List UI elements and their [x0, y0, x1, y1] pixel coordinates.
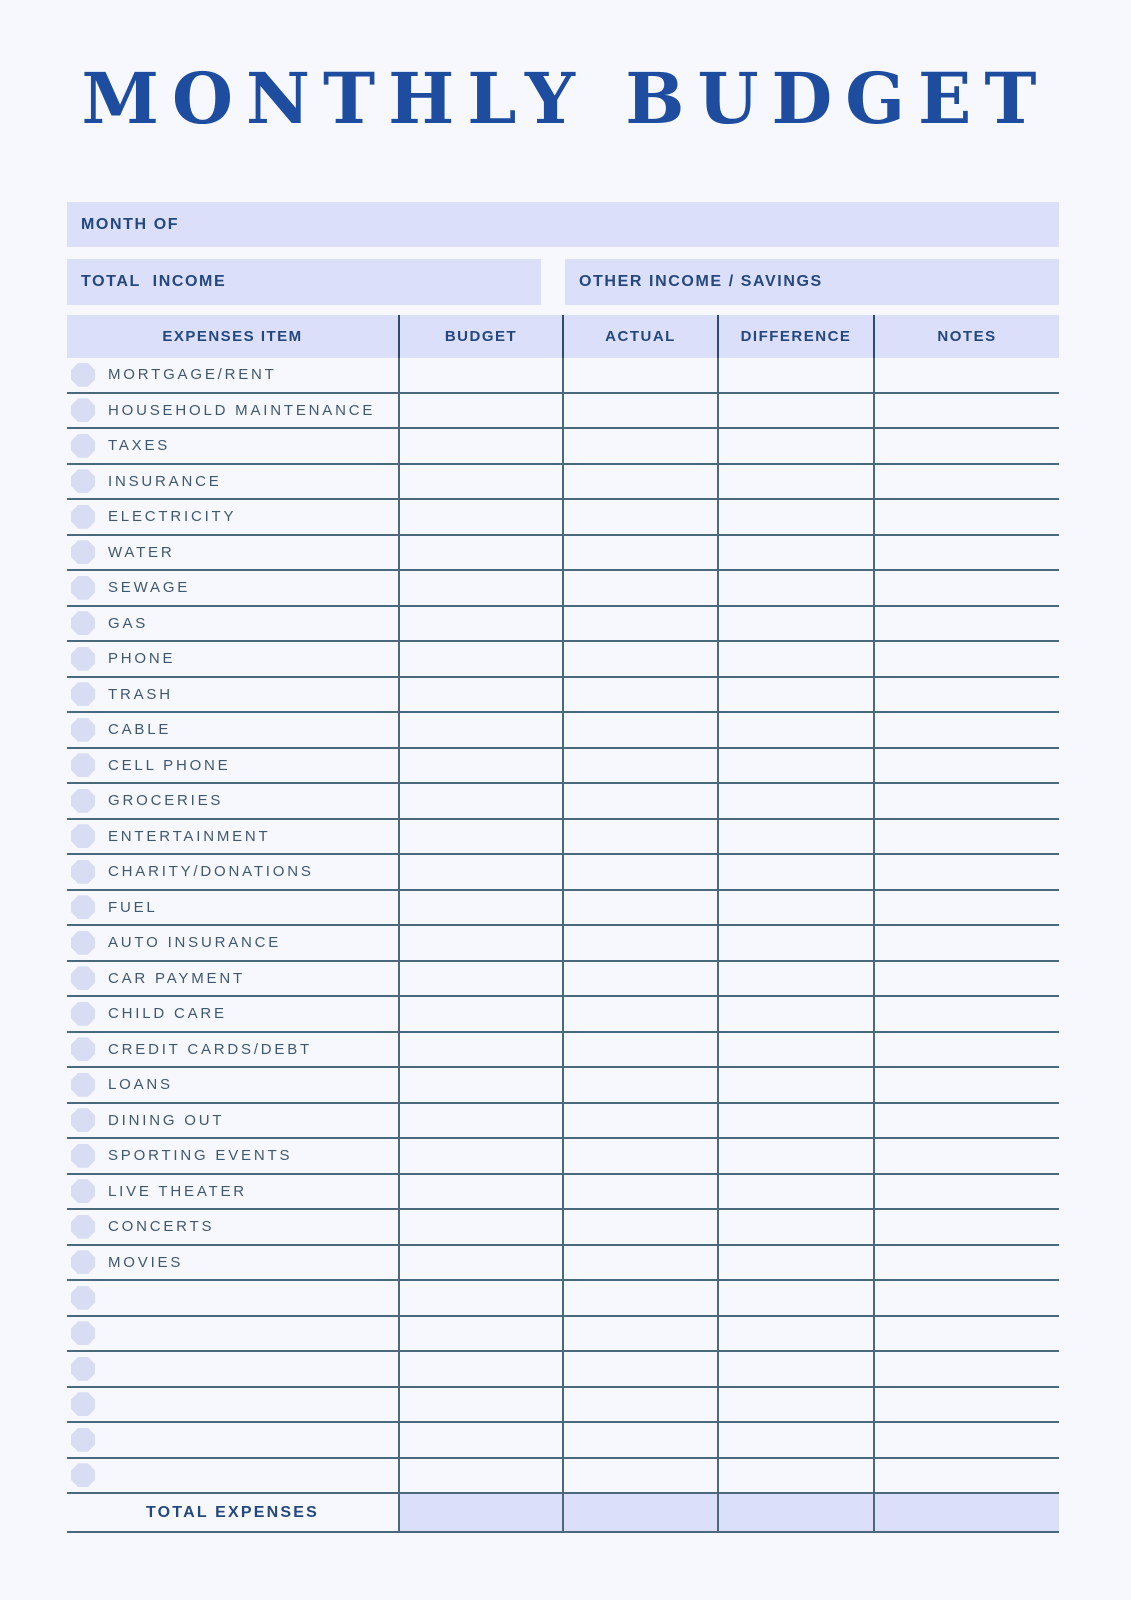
notes-cell[interactable]	[875, 713, 1059, 747]
table-row	[67, 1281, 1059, 1317]
expense-item-label: FUEL	[108, 898, 158, 916]
notes-cell[interactable]	[875, 855, 1059, 889]
bullet-icon	[71, 1215, 95, 1239]
table-row	[67, 1459, 1059, 1495]
expense-item-cell[interactable]	[67, 1068, 400, 1102]
difference-cell[interactable]	[719, 1104, 875, 1138]
expense-item-label: TRASH	[108, 685, 173, 703]
bullet-icon	[71, 505, 95, 529]
notes-cell[interactable]	[875, 891, 1059, 925]
actual-cell[interactable]	[564, 1033, 719, 1067]
bullet-icon	[71, 1144, 95, 1168]
budget-cell[interactable]	[400, 997, 564, 1031]
difference-cell[interactable]	[719, 678, 875, 712]
bullet-icon	[71, 860, 95, 884]
budget-cell[interactable]	[400, 1423, 564, 1457]
actual-cell[interactable]	[564, 1246, 719, 1280]
notes-cell[interactable]	[875, 1246, 1059, 1280]
notes-cell[interactable]	[875, 678, 1059, 712]
difference-cell[interactable]	[719, 1246, 875, 1280]
bullet-icon	[71, 1073, 95, 1097]
table-row	[67, 855, 1059, 891]
difference-cell[interactable]	[719, 1139, 875, 1173]
total-income-label: TOTAL INCOME	[81, 273, 227, 290]
table-row	[67, 465, 1059, 501]
header-actual: ACTUAL	[564, 315, 719, 358]
expense-item-label: GROCERIES	[108, 792, 224, 810]
bullet-icon	[71, 718, 95, 742]
difference-cell[interactable]	[719, 926, 875, 960]
table-row	[67, 536, 1059, 572]
table-row	[67, 713, 1059, 749]
notes-cell[interactable]	[875, 1104, 1059, 1138]
notes-cell[interactable]	[875, 1175, 1059, 1209]
expense-item-label: ENTERTAINMENT	[108, 827, 271, 845]
table-row	[67, 429, 1059, 465]
notes-cell[interactable]	[875, 642, 1059, 676]
difference-cell[interactable]	[719, 1317, 875, 1351]
notes-cell[interactable]	[875, 1033, 1059, 1067]
bullet-icon	[71, 824, 95, 848]
bullet-icon	[71, 363, 95, 387]
bullet-icon	[71, 895, 95, 919]
actual-cell[interactable]	[564, 997, 719, 1031]
expense-item-cell[interactable]	[67, 1352, 400, 1386]
budget-cell[interactable]	[400, 820, 564, 854]
actual-cell[interactable]	[564, 607, 719, 641]
expense-item-label: INSURANCE	[108, 472, 222, 490]
difference-cell[interactable]	[719, 1388, 875, 1422]
expense-item-cell[interactable]	[67, 571, 400, 605]
expense-item-cell[interactable]	[67, 926, 400, 960]
difference-cell[interactable]	[719, 891, 875, 925]
expense-item-cell[interactable]	[67, 713, 400, 747]
actual-cell[interactable]	[564, 536, 719, 570]
bullet-icon	[71, 753, 95, 777]
expense-item-cell[interactable]	[67, 997, 400, 1031]
expense-item-cell[interactable]	[67, 394, 400, 428]
budget-cell[interactable]	[400, 962, 564, 996]
table-row	[67, 1246, 1059, 1282]
budget-cell[interactable]	[400, 607, 564, 641]
table-row	[67, 1317, 1059, 1353]
actual-cell[interactable]	[564, 749, 719, 783]
expense-item-cell[interactable]	[67, 1281, 400, 1315]
budget-cell[interactable]	[400, 1033, 564, 1067]
actual-cell[interactable]	[564, 926, 719, 960]
bullet-icon	[71, 966, 95, 990]
expenses-table	[67, 315, 1059, 1533]
notes-cell[interactable]	[875, 394, 1059, 428]
actual-cell[interactable]	[564, 1388, 719, 1422]
bullet-icon	[71, 1392, 95, 1416]
table-header-row	[67, 315, 1059, 358]
bullet-icon	[71, 1321, 95, 1345]
difference-cell[interactable]	[719, 713, 875, 747]
table-row	[67, 1175, 1059, 1211]
expense-item-label: DINING OUT	[108, 1111, 225, 1129]
budget-cell[interactable]	[400, 465, 564, 499]
expense-item-cell[interactable]	[67, 891, 400, 925]
bullet-icon	[71, 789, 95, 813]
notes-cell[interactable]	[875, 607, 1059, 641]
actual-cell[interactable]	[564, 1317, 719, 1351]
expense-item-cell[interactable]	[67, 678, 400, 712]
expense-item-cell[interactable]	[67, 1033, 400, 1067]
budget-cell[interactable]	[400, 1388, 564, 1422]
table-row	[67, 394, 1059, 430]
expense-item-label: PHONE	[108, 650, 176, 668]
difference-cell[interactable]	[719, 1068, 875, 1102]
actual-cell[interactable]	[564, 1175, 719, 1209]
budget-cell[interactable]	[400, 571, 564, 605]
expense-item-label: HOUSEHOLD MAINTENANCE	[108, 401, 376, 419]
actual-cell[interactable]	[564, 642, 719, 676]
actual-cell[interactable]	[564, 1068, 719, 1102]
bullet-icon	[71, 1037, 95, 1061]
actual-cell[interactable]	[564, 1423, 719, 1457]
budget-cell[interactable]	[400, 358, 564, 392]
actual-cell[interactable]	[564, 358, 719, 392]
difference-cell[interactable]	[719, 429, 875, 463]
difference-cell[interactable]	[719, 997, 875, 1031]
actual-cell[interactable]	[564, 1352, 719, 1386]
difference-cell[interactable]	[719, 749, 875, 783]
difference-cell[interactable]	[719, 642, 875, 676]
total-actual-cell[interactable]	[564, 1494, 719, 1531]
expense-item-label: CELL PHONE	[108, 756, 231, 774]
difference-cell[interactable]	[719, 1210, 875, 1244]
total-expenses-row	[67, 1494, 1059, 1533]
notes-cell[interactable]	[875, 1281, 1059, 1315]
month-of-label: MONTH OF	[81, 215, 180, 233]
notes-cell[interactable]	[875, 1210, 1059, 1244]
budget-cell[interactable]	[400, 1317, 564, 1351]
expense-item-label: SPORTING EVENTS	[108, 1147, 293, 1165]
expense-item-cell[interactable]	[67, 1459, 400, 1493]
table-row	[67, 1104, 1059, 1140]
table-row	[67, 1068, 1059, 1104]
expense-item-cell[interactable]	[67, 749, 400, 783]
difference-cell[interactable]	[719, 1459, 875, 1493]
expense-item-cell[interactable]	[67, 820, 400, 854]
notes-cell[interactable]	[875, 465, 1059, 499]
budget-cell[interactable]	[400, 1104, 564, 1138]
header-notes: NOTES	[937, 328, 997, 345]
difference-cell[interactable]	[719, 962, 875, 996]
other-income-savings-field[interactable]	[565, 259, 1059, 305]
bullet-icon	[71, 611, 95, 635]
actual-cell[interactable]	[564, 394, 719, 428]
notes-cell[interactable]	[875, 820, 1059, 854]
bullet-icon	[71, 434, 95, 458]
budget-cell[interactable]	[400, 1210, 564, 1244]
budget-cell[interactable]	[400, 926, 564, 960]
actual-cell[interactable]	[564, 429, 719, 463]
expense-item-label: CHARITY/DONATIONS	[108, 863, 314, 881]
difference-cell[interactable]	[719, 358, 875, 392]
notes-cell[interactable]	[875, 1388, 1059, 1422]
expense-item-label: WATER	[108, 543, 175, 561]
table-row	[67, 997, 1059, 1033]
budget-cell[interactable]	[400, 749, 564, 783]
table-row	[67, 1033, 1059, 1069]
expense-item-label: LIVE THEATER	[108, 1182, 247, 1200]
budget-cell[interactable]	[400, 642, 564, 676]
notes-cell[interactable]	[875, 962, 1059, 996]
bullet-icon	[71, 398, 95, 422]
expense-item-cell[interactable]	[67, 962, 400, 996]
bullet-icon	[71, 1108, 95, 1132]
bullet-icon	[71, 540, 95, 564]
budget-cell[interactable]	[400, 1352, 564, 1386]
table-row	[67, 571, 1059, 607]
actual-cell[interactable]	[564, 678, 719, 712]
expense-item-label: MORTGAGE/RENT	[108, 366, 277, 384]
notes-cell[interactable]	[875, 749, 1059, 783]
expense-item-cell[interactable]	[67, 1210, 400, 1244]
budget-cell[interactable]	[400, 1139, 564, 1173]
difference-cell[interactable]	[719, 784, 875, 818]
expense-item-cell[interactable]	[67, 1317, 400, 1351]
budget-cell[interactable]	[400, 429, 564, 463]
actual-cell[interactable]	[564, 820, 719, 854]
budget-cell[interactable]	[400, 1068, 564, 1102]
table-row	[67, 891, 1059, 927]
total-budget-cell[interactable]	[400, 1494, 564, 1531]
expense-rows	[67, 358, 1059, 1494]
table-row	[67, 1352, 1059, 1388]
difference-cell[interactable]	[719, 1281, 875, 1315]
expense-item-cell[interactable]	[67, 607, 400, 641]
expense-item-cell[interactable]	[67, 1104, 400, 1138]
table-row	[67, 962, 1059, 998]
actual-cell[interactable]	[564, 962, 719, 996]
budget-cell[interactable]	[400, 784, 564, 818]
expense-item-label: AUTO INSURANCE	[108, 934, 282, 952]
total-expenses-label: TOTAL EXPENSES	[67, 1494, 400, 1531]
actual-cell[interactable]	[564, 1210, 719, 1244]
table-row	[67, 820, 1059, 856]
bullet-icon	[71, 1286, 95, 1310]
notes-cell[interactable]	[875, 1139, 1059, 1173]
difference-cell[interactable]	[719, 1175, 875, 1209]
expense-item-cell[interactable]	[67, 1139, 400, 1173]
notes-cell[interactable]	[875, 429, 1059, 463]
bullet-icon	[71, 576, 95, 600]
actual-cell[interactable]	[564, 1139, 719, 1173]
budget-cell[interactable]	[400, 855, 564, 889]
table-row	[67, 500, 1059, 536]
header-expenses-item: EXPENSES ITEM	[67, 315, 400, 358]
table-row	[67, 1210, 1059, 1246]
notes-cell[interactable]	[875, 571, 1059, 605]
notes-cell[interactable]	[875, 1317, 1059, 1351]
expense-item-cell[interactable]	[67, 429, 400, 463]
difference-cell[interactable]	[719, 571, 875, 605]
actual-cell[interactable]	[564, 465, 719, 499]
bullet-icon	[71, 1179, 95, 1203]
difference-cell[interactable]	[719, 820, 875, 854]
bullet-icon	[71, 1463, 95, 1487]
budget-cell[interactable]	[400, 678, 564, 712]
notes-cell[interactable]	[875, 926, 1059, 960]
bullet-icon	[71, 931, 95, 955]
bullet-icon	[71, 647, 95, 671]
expense-item-label: MOVIES	[108, 1253, 184, 1271]
difference-cell[interactable]	[719, 536, 875, 570]
expense-item-label: ELECTRICITY	[108, 508, 237, 526]
expense-item-cell[interactable]	[67, 358, 400, 392]
budget-cell[interactable]	[400, 1459, 564, 1493]
expense-item-cell[interactable]	[67, 1175, 400, 1209]
table-row	[67, 749, 1059, 785]
table-row	[67, 358, 1059, 394]
expense-item-label: SEWAGE	[108, 579, 191, 597]
bullet-icon	[71, 682, 95, 706]
notes-cell[interactable]	[875, 784, 1059, 818]
header-budget: BUDGET	[400, 315, 564, 358]
actual-cell[interactable]	[564, 500, 719, 534]
bullet-icon	[71, 1002, 95, 1026]
expense-item-label: TAXES	[108, 437, 171, 455]
budget-cell[interactable]	[400, 1281, 564, 1315]
bullet-icon	[71, 1428, 95, 1452]
expense-item-label: CHILD CARE	[108, 1005, 227, 1023]
table-row	[67, 642, 1059, 678]
table-row	[67, 1139, 1059, 1175]
total-notes-cell[interactable]	[875, 1494, 1059, 1531]
budget-cell[interactable]	[400, 713, 564, 747]
table-row	[67, 1423, 1059, 1459]
notes-cell[interactable]	[875, 500, 1059, 534]
actual-cell[interactable]	[564, 855, 719, 889]
bullet-icon	[71, 1250, 95, 1274]
notes-cell[interactable]	[875, 1068, 1059, 1102]
notes-cell[interactable]	[875, 1352, 1059, 1386]
table-row	[67, 678, 1059, 714]
expense-item-cell[interactable]	[67, 855, 400, 889]
difference-cell[interactable]	[719, 1033, 875, 1067]
expense-item-cell[interactable]	[67, 1388, 400, 1422]
total-difference-cell[interactable]	[719, 1494, 875, 1531]
expense-item-cell[interactable]	[67, 642, 400, 676]
expense-item-cell[interactable]	[67, 784, 400, 818]
table-row	[67, 784, 1059, 820]
notes-cell[interactable]	[875, 358, 1059, 392]
expense-item-cell[interactable]	[67, 500, 400, 534]
actual-cell[interactable]	[564, 1104, 719, 1138]
actual-cell[interactable]	[564, 571, 719, 605]
expense-item-cell[interactable]	[67, 536, 400, 570]
actual-cell[interactable]	[564, 713, 719, 747]
table-row	[67, 607, 1059, 643]
notes-cell[interactable]	[875, 1459, 1059, 1493]
difference-cell[interactable]	[719, 500, 875, 534]
header-difference: DIFFERENCE	[719, 315, 875, 358]
difference-cell[interactable]	[719, 1352, 875, 1386]
expense-item-cell[interactable]	[67, 1423, 400, 1457]
budget-cell[interactable]	[400, 1175, 564, 1209]
expense-item-label: CONCERTS	[108, 1218, 215, 1236]
expense-item-label: CAR PAYMENT	[108, 969, 245, 987]
budget-cell[interactable]	[400, 500, 564, 534]
budget-cell[interactable]	[400, 394, 564, 428]
actual-cell[interactable]	[564, 784, 719, 818]
expense-item-label: CREDIT CARDS/DEBT	[108, 1040, 313, 1058]
bullet-icon	[71, 1357, 95, 1381]
difference-cell[interactable]	[719, 465, 875, 499]
expense-item-cell[interactable]	[67, 1246, 400, 1280]
difference-cell[interactable]	[719, 394, 875, 428]
notes-cell[interactable]	[875, 997, 1059, 1031]
notes-cell[interactable]	[875, 536, 1059, 570]
total-income-field[interactable]	[67, 259, 541, 305]
budget-cell[interactable]	[400, 1246, 564, 1280]
month-of-field[interactable]	[67, 202, 1059, 247]
expense-item-label: CABLE	[108, 721, 172, 739]
table-row	[67, 926, 1059, 962]
actual-cell[interactable]	[564, 1459, 719, 1493]
budget-cell[interactable]	[400, 536, 564, 570]
expense-item-cell[interactable]	[67, 465, 400, 499]
actual-cell[interactable]	[564, 1281, 719, 1315]
difference-cell[interactable]	[719, 855, 875, 889]
other-income-savings-label: OTHER INCOME / SAVINGS	[579, 273, 823, 290]
actual-cell[interactable]	[564, 891, 719, 925]
bullet-icon	[71, 469, 95, 493]
budget-cell[interactable]	[400, 891, 564, 925]
expense-item-label: LOANS	[108, 1076, 173, 1094]
difference-cell[interactable]	[719, 1423, 875, 1457]
expense-item-label: GAS	[108, 614, 149, 632]
table-row	[67, 1388, 1059, 1424]
notes-cell[interactable]	[875, 1423, 1059, 1457]
page-title: MONTHLY BUDGET	[81, 57, 1050, 140]
difference-cell[interactable]	[719, 607, 875, 641]
